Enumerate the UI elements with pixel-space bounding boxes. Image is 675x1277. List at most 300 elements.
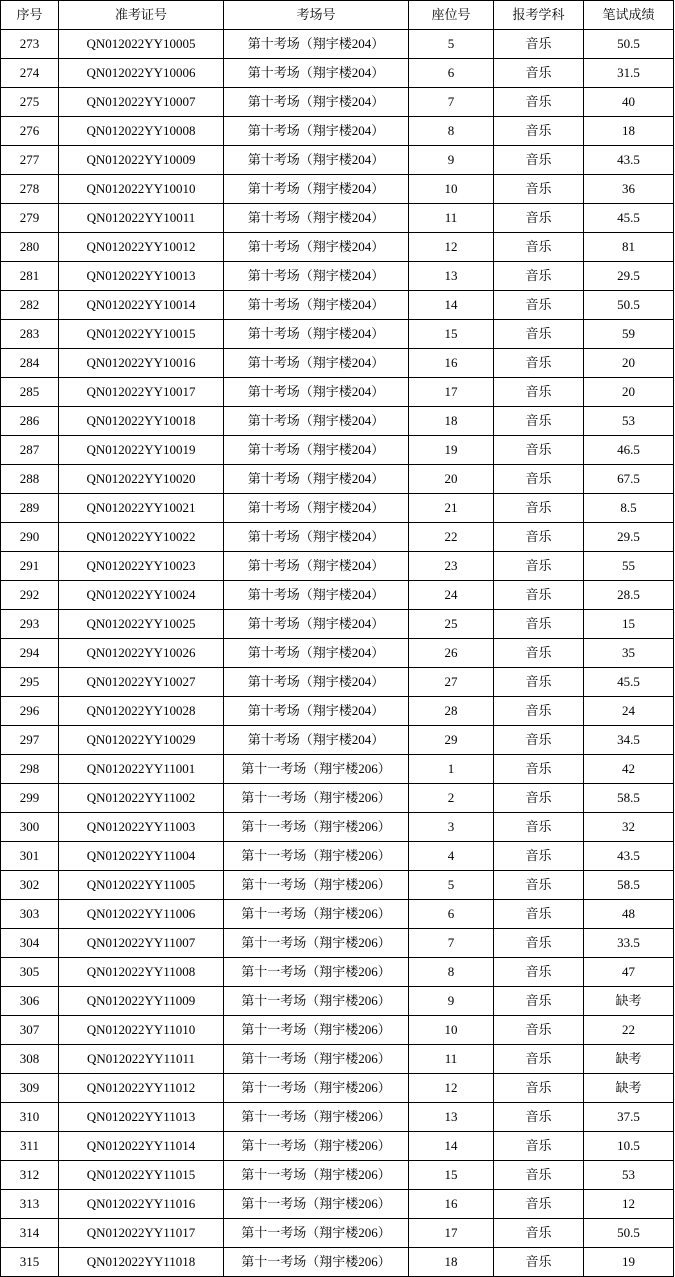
table-row [1,1074,674,1103]
cell-subject: 音乐 [494,813,584,842]
cell-exam-room: 第十一考场（翔宇楼206） [224,1190,409,1219]
cell-written-score: 缺考 [584,1074,674,1103]
cell-seat-number: 18 [409,1248,494,1277]
cell-index: 291 [1,552,59,581]
cell-seat-number: 20 [409,465,494,494]
table-header-row [1,1,674,30]
cell-written-score: 24 [584,697,674,726]
cell-index: 310 [1,1103,59,1132]
table-row [1,291,674,320]
cell-written-score: 67.5 [584,465,674,494]
table-row [1,1045,674,1074]
cell-written-score: 45.5 [584,204,674,233]
cell-written-score: 29.5 [584,262,674,291]
cell-subject: 音乐 [494,233,584,262]
cell-written-score: 20 [584,378,674,407]
cell-seat-number: 12 [409,233,494,262]
cell-written-score: 47 [584,958,674,987]
cell-seat-number: 4 [409,842,494,871]
cell-index: 277 [1,146,59,175]
table-row [1,581,674,610]
cell-subject: 音乐 [494,291,584,320]
cell-index: 276 [1,117,59,146]
cell-admission-number: QN012022YY11005 [59,871,224,900]
cell-exam-room: 第十一考场（翔宇楼206） [224,1016,409,1045]
cell-admission-number: QN012022YY10021 [59,494,224,523]
cell-index: 314 [1,1219,59,1248]
cell-index: 315 [1,1248,59,1277]
cell-written-score: 42 [584,755,674,784]
table-row [1,407,674,436]
table-row [1,117,674,146]
cell-written-score: 缺考 [584,987,674,1016]
table-row [1,813,674,842]
cell-subject: 音乐 [494,871,584,900]
cell-exam-room: 第十一考场（翔宇楼206） [224,813,409,842]
table-row [1,436,674,465]
table-row [1,726,674,755]
cell-admission-number: QN012022YY10022 [59,523,224,552]
cell-admission-number: QN012022YY10026 [59,639,224,668]
cell-admission-number: QN012022YY11007 [59,929,224,958]
cell-exam-room: 第十一考场（翔宇楼206） [224,900,409,929]
cell-written-score: 43.5 [584,146,674,175]
cell-written-score: 37.5 [584,1103,674,1132]
cell-admission-number: QN012022YY11011 [59,1045,224,1074]
cell-admission-number: QN012022YY10020 [59,465,224,494]
cell-seat-number: 5 [409,30,494,59]
column-header-index: 序号 [1,1,59,30]
cell-exam-room: 第十考场（翔宇楼204） [224,320,409,349]
column-header-subject: 报考学科 [494,1,584,30]
cell-written-score: 55 [584,552,674,581]
cell-seat-number: 9 [409,987,494,1016]
cell-admission-number: QN012022YY10013 [59,262,224,291]
cell-written-score: 19 [584,1248,674,1277]
table-row [1,494,674,523]
cell-admission-number: QN012022YY10027 [59,668,224,697]
cell-seat-number: 27 [409,668,494,697]
cell-seat-number: 16 [409,1190,494,1219]
cell-admission-number: QN012022YY10015 [59,320,224,349]
cell-seat-number: 5 [409,871,494,900]
cell-index: 312 [1,1161,59,1190]
table-row [1,987,674,1016]
cell-seat-number: 21 [409,494,494,523]
cell-seat-number: 9 [409,146,494,175]
cell-exam-room: 第十考场（翔宇楼204） [224,378,409,407]
cell-seat-number: 8 [409,117,494,146]
cell-exam-room: 第十考场（翔宇楼204） [224,117,409,146]
table-row [1,755,674,784]
cell-written-score: 8.5 [584,494,674,523]
table-row [1,1248,674,1277]
cell-seat-number: 10 [409,175,494,204]
cell-subject: 音乐 [494,407,584,436]
cell-exam-room: 第十考场（翔宇楼204） [224,436,409,465]
cell-seat-number: 18 [409,407,494,436]
table-row [1,610,674,639]
cell-subject: 音乐 [494,349,584,378]
cell-written-score: 34.5 [584,726,674,755]
table-row [1,1161,674,1190]
cell-index: 307 [1,1016,59,1045]
cell-admission-number: QN012022YY11018 [59,1248,224,1277]
cell-admission-number: QN012022YY10016 [59,349,224,378]
cell-written-score: 31.5 [584,59,674,88]
cell-written-score: 59 [584,320,674,349]
cell-index: 280 [1,233,59,262]
cell-exam-room: 第十一考场（翔宇楼206） [224,987,409,1016]
table-row [1,88,674,117]
cell-subject: 音乐 [494,59,584,88]
cell-index: 279 [1,204,59,233]
cell-exam-room: 第十一考场（翔宇楼206） [224,1045,409,1074]
cell-admission-number: QN012022YY10014 [59,291,224,320]
cell-exam-room: 第十考场（翔宇楼204） [224,407,409,436]
table-row [1,378,674,407]
cell-subject: 音乐 [494,1161,584,1190]
cell-seat-number: 19 [409,436,494,465]
cell-index: 284 [1,349,59,378]
cell-subject: 音乐 [494,610,584,639]
cell-exam-room: 第十考场（翔宇楼204） [224,668,409,697]
cell-seat-number: 6 [409,900,494,929]
cell-admission-number: QN012022YY10009 [59,146,224,175]
cell-exam-room: 第十考场（翔宇楼204） [224,465,409,494]
cell-admission-number: QN012022YY10012 [59,233,224,262]
cell-index: 297 [1,726,59,755]
table-row [1,30,674,59]
cell-admission-number: QN012022YY10029 [59,726,224,755]
cell-admission-number: QN012022YY10024 [59,581,224,610]
cell-index: 274 [1,59,59,88]
cell-written-score: 50.5 [584,30,674,59]
cell-subject: 音乐 [494,784,584,813]
cell-subject: 音乐 [494,30,584,59]
cell-admission-number: QN012022YY11006 [59,900,224,929]
cell-admission-number: QN012022YY10005 [59,30,224,59]
cell-subject: 音乐 [494,1016,584,1045]
cell-seat-number: 25 [409,610,494,639]
cell-subject: 音乐 [494,320,584,349]
table-row [1,175,674,204]
cell-written-score: 43.5 [584,842,674,871]
cell-admission-number: QN012022YY10023 [59,552,224,581]
cell-admission-number: QN012022YY11009 [59,987,224,1016]
cell-index: 282 [1,291,59,320]
cell-seat-number: 26 [409,639,494,668]
cell-index: 313 [1,1190,59,1219]
cell-written-score: 36 [584,175,674,204]
table-row [1,552,674,581]
cell-subject: 音乐 [494,1074,584,1103]
cell-exam-room: 第十一考场（翔宇楼206） [224,784,409,813]
table-row [1,871,674,900]
cell-seat-number: 15 [409,1161,494,1190]
cell-written-score: 81 [584,233,674,262]
cell-exam-room: 第十一考场（翔宇楼206） [224,1219,409,1248]
cell-admission-number: QN012022YY10006 [59,59,224,88]
cell-seat-number: 13 [409,1103,494,1132]
table-row [1,958,674,987]
column-header-admission-number: 准考证号 [59,1,224,30]
cell-written-score: 10.5 [584,1132,674,1161]
cell-admission-number: QN012022YY11016 [59,1190,224,1219]
cell-seat-number: 15 [409,320,494,349]
cell-subject: 音乐 [494,1219,584,1248]
cell-subject: 音乐 [494,262,584,291]
cell-written-score: 33.5 [584,929,674,958]
cell-index: 293 [1,610,59,639]
cell-exam-room: 第十一考场（翔宇楼206） [224,755,409,784]
cell-subject: 音乐 [494,639,584,668]
cell-written-score: 15 [584,610,674,639]
cell-admission-number: QN012022YY11002 [59,784,224,813]
cell-admission-number: QN012022YY10018 [59,407,224,436]
cell-subject: 音乐 [494,581,584,610]
cell-written-score: 50.5 [584,291,674,320]
cell-index: 305 [1,958,59,987]
cell-written-score: 53 [584,1161,674,1190]
cell-subject: 音乐 [494,436,584,465]
cell-index: 295 [1,668,59,697]
cell-subject: 音乐 [494,88,584,117]
cell-admission-number: QN012022YY11014 [59,1132,224,1161]
cell-seat-number: 1 [409,755,494,784]
cell-index: 292 [1,581,59,610]
cell-admission-number: QN012022YY10011 [59,204,224,233]
cell-written-score: 58.5 [584,871,674,900]
cell-subject: 音乐 [494,1132,584,1161]
cell-admission-number: QN012022YY11003 [59,813,224,842]
cell-admission-number: QN012022YY11004 [59,842,224,871]
cell-seat-number: 13 [409,262,494,291]
cell-exam-room: 第十考场（翔宇楼204） [224,349,409,378]
table-row [1,59,674,88]
cell-subject: 音乐 [494,146,584,175]
cell-index: 290 [1,523,59,552]
cell-subject: 音乐 [494,523,584,552]
cell-written-score: 20 [584,349,674,378]
cell-index: 289 [1,494,59,523]
cell-exam-room: 第十一考场（翔宇楼206） [224,958,409,987]
table-row [1,465,674,494]
column-header-exam-room: 考场号 [224,1,409,30]
table-row [1,262,674,291]
cell-exam-room: 第十考场（翔宇楼204） [224,726,409,755]
table-row [1,639,674,668]
table-row [1,900,674,929]
cell-index: 298 [1,755,59,784]
cell-exam-room: 第十一考场（翔宇楼206） [224,842,409,871]
cell-admission-number: QN012022YY11013 [59,1103,224,1132]
cell-seat-number: 11 [409,1045,494,1074]
cell-seat-number: 10 [409,1016,494,1045]
cell-written-score: 50.5 [584,1219,674,1248]
cell-subject: 音乐 [494,929,584,958]
cell-seat-number: 2 [409,784,494,813]
cell-admission-number: QN012022YY10010 [59,175,224,204]
cell-index: 283 [1,320,59,349]
cell-exam-room: 第十一考场（翔宇楼206） [224,1103,409,1132]
cell-written-score: 40 [584,88,674,117]
cell-exam-room: 第十一考场（翔宇楼206） [224,1161,409,1190]
cell-seat-number: 23 [409,552,494,581]
cell-exam-room: 第十考场（翔宇楼204） [224,175,409,204]
cell-subject: 音乐 [494,1248,584,1277]
cell-seat-number: 28 [409,697,494,726]
cell-written-score: 18 [584,117,674,146]
cell-seat-number: 17 [409,1219,494,1248]
cell-index: 304 [1,929,59,958]
cell-index: 299 [1,784,59,813]
column-header-seat-number: 座位号 [409,1,494,30]
cell-exam-room: 第十考场（翔宇楼204） [224,291,409,320]
cell-written-score: 45.5 [584,668,674,697]
cell-seat-number: 3 [409,813,494,842]
cell-seat-number: 29 [409,726,494,755]
cell-admission-number: QN012022YY11010 [59,1016,224,1045]
cell-subject: 音乐 [494,494,584,523]
cell-exam-room: 第十考场（翔宇楼204） [224,581,409,610]
cell-index: 294 [1,639,59,668]
cell-admission-number: QN012022YY10019 [59,436,224,465]
cell-index: 306 [1,987,59,1016]
table-row [1,697,674,726]
cell-subject: 音乐 [494,175,584,204]
cell-exam-room: 第十考场（翔宇楼204） [224,494,409,523]
cell-exam-room: 第十考场（翔宇楼204） [224,639,409,668]
cell-index: 300 [1,813,59,842]
cell-exam-room: 第十考场（翔宇楼204） [224,88,409,117]
table-row [1,1016,674,1045]
cell-subject: 音乐 [494,755,584,784]
cell-written-score: 32 [584,813,674,842]
cell-exam-room: 第十考场（翔宇楼204） [224,262,409,291]
cell-subject: 音乐 [494,697,584,726]
cell-seat-number: 16 [409,349,494,378]
cell-seat-number: 7 [409,929,494,958]
cell-written-score: 29.5 [584,523,674,552]
table-row [1,233,674,262]
cell-seat-number: 8 [409,958,494,987]
cell-index: 278 [1,175,59,204]
cell-subject: 音乐 [494,465,584,494]
cell-subject: 音乐 [494,204,584,233]
table-row [1,784,674,813]
cell-index: 287 [1,436,59,465]
cell-exam-room: 第十考场（翔宇楼204） [224,233,409,262]
cell-seat-number: 6 [409,59,494,88]
cell-index: 281 [1,262,59,291]
cell-seat-number: 14 [409,1132,494,1161]
cell-index: 275 [1,88,59,117]
cell-subject: 音乐 [494,117,584,146]
cell-subject: 音乐 [494,900,584,929]
table-row [1,668,674,697]
table-row [1,1103,674,1132]
table-row [1,1190,674,1219]
cell-exam-room: 第十考场（翔宇楼204） [224,59,409,88]
cell-index: 285 [1,378,59,407]
cell-seat-number: 17 [409,378,494,407]
cell-exam-room: 第十考场（翔宇楼204） [224,523,409,552]
cell-exam-room: 第十考场（翔宇楼204） [224,552,409,581]
cell-subject: 音乐 [494,726,584,755]
cell-index: 296 [1,697,59,726]
cell-index: 303 [1,900,59,929]
cell-index: 311 [1,1132,59,1161]
cell-admission-number: QN012022YY10028 [59,697,224,726]
table-row [1,523,674,552]
cell-index: 302 [1,871,59,900]
cell-exam-room: 第十一考场（翔宇楼206） [224,1074,409,1103]
cell-subject: 音乐 [494,552,584,581]
cell-subject: 音乐 [494,668,584,697]
cell-admission-number: QN012022YY10025 [59,610,224,639]
cell-exam-room: 第十一考场（翔宇楼206） [224,929,409,958]
cell-seat-number: 24 [409,581,494,610]
table-row [1,320,674,349]
cell-admission-number: QN012022YY10008 [59,117,224,146]
cell-seat-number: 11 [409,204,494,233]
cell-exam-room: 第十一考场（翔宇楼206） [224,1132,409,1161]
cell-exam-room: 第十考场（翔宇楼204） [224,610,409,639]
cell-subject: 音乐 [494,987,584,1016]
cell-exam-room: 第十考场（翔宇楼204） [224,204,409,233]
cell-seat-number: 12 [409,1074,494,1103]
cell-subject: 音乐 [494,1190,584,1219]
cell-admission-number: QN012022YY10007 [59,88,224,117]
cell-index: 273 [1,30,59,59]
cell-admission-number: QN012022YY10017 [59,378,224,407]
cell-index: 301 [1,842,59,871]
column-header-written-score: 笔试成绩 [584,1,674,30]
cell-index: 309 [1,1074,59,1103]
table-row [1,1132,674,1161]
table-row [1,842,674,871]
table-row [1,349,674,378]
cell-admission-number: QN012022YY11015 [59,1161,224,1190]
table-row [1,204,674,233]
cell-exam-room: 第十考场（翔宇楼204） [224,30,409,59]
cell-index: 288 [1,465,59,494]
cell-index: 286 [1,407,59,436]
cell-seat-number: 14 [409,291,494,320]
cell-index: 308 [1,1045,59,1074]
cell-admission-number: QN012022YY11017 [59,1219,224,1248]
cell-admission-number: QN012022YY11001 [59,755,224,784]
cell-written-score: 48 [584,900,674,929]
cell-admission-number: QN012022YY11012 [59,1074,224,1103]
cell-exam-room: 第十一考场（翔宇楼206） [224,871,409,900]
cell-written-score: 53 [584,407,674,436]
cell-exam-room: 第十考场（翔宇楼204） [224,146,409,175]
table-row [1,146,674,175]
cell-written-score: 22 [584,1016,674,1045]
cell-seat-number: 22 [409,523,494,552]
cell-written-score: 12 [584,1190,674,1219]
cell-written-score: 35 [584,639,674,668]
cell-written-score: 28.5 [584,581,674,610]
cell-admission-number: QN012022YY11008 [59,958,224,987]
cell-subject: 音乐 [494,1045,584,1074]
cell-subject: 音乐 [494,1103,584,1132]
table-row [1,1219,674,1248]
cell-written-score: 缺考 [584,1045,674,1074]
cell-seat-number: 7 [409,88,494,117]
